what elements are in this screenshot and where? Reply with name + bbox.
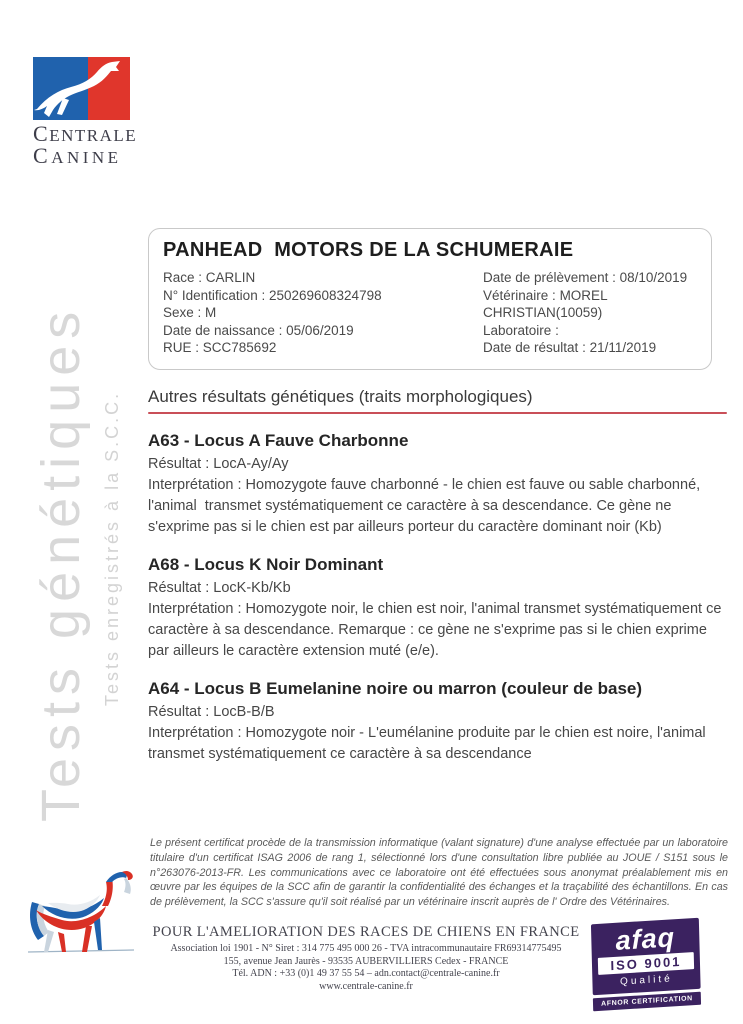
result-line: Résultat : LocB-B/B	[148, 703, 275, 720]
dog-identity-card	[148, 228, 712, 370]
afnor-certification-strip: AFNOR CERTIFICATION	[593, 992, 701, 1012]
interpretation-line: Interprétation : Homozygote noir, le chien est noir, l'animal transmet systématiquement ce caractère à sa descendance. Remarque : ce gène ne s'exprime pas si le chien exprime par ailleurs le caractère extension muté (e/e).	[148, 600, 726, 659]
locus-section-a64	[148, 679, 727, 765]
locus-title: A63 - Locus A Fauve Charbonne	[148, 430, 409, 450]
logo-wordmark	[33, 121, 143, 168]
naissance-field: Date de naissance : 05/06/2019	[163, 322, 354, 338]
result-value: LocA-Ay/Ay	[213, 455, 289, 472]
prelevement-field: Date de prélèvement : 08/10/2019	[483, 270, 688, 285]
centrale-canine-logo	[33, 57, 143, 168]
locus-title: A64 - Locus B Eumelanine noire ou marron (couleur de base)	[148, 678, 643, 698]
logo-mark	[33, 57, 130, 120]
veterinaire-field: Vétérinaire : MOREL CHRISTIAN(10059)	[483, 287, 611, 320]
results-section-title: Autres résultats génétiques (traits morphologiques)	[148, 386, 533, 406]
main-content	[148, 228, 727, 765]
legal-disclaimer: Le présent certificat procède de la transmission informatique (valant signature) d'une analyse effectuée par un laboratoire titulaire d'un certificat ISAG 2006 de rang 1, sélectionné lors d'une consultation libre publiée au JOUE / S151 sous le n°263076-2013-FR. Les communications avec ce laboratoire ont été effectuées sous anonymat préalablement mis en œuvre par les équipes de la SCC afin de garantir la confidentialité des échanges et la traçabilité des échantillons. En cas de prélèvement, la SCC s'assure qu'il soit réalisé par un vétérinaire inscrit auprès de l' Ordre des Vétérinaires.	[150, 837, 728, 909]
afaq-badge-main	[591, 918, 701, 996]
locus-section-a68	[148, 555, 727, 662]
side-title-tests-genetiques: Tests génétiques	[31, 304, 91, 822]
result-line: Résultat : LocA-Ay/Ay	[148, 455, 289, 472]
rue-field: RUE : SCC785692	[163, 340, 277, 355]
interpretation-text: Homozygote noir, le chien est noir, l'animal transmet systématiquement ce caractère à sa descendance. Remarque : ce gène ne s'exprime pas si le chien exprime par ailleurs le caractère extension muté (e/e).	[148, 600, 726, 659]
footer-org-title: POUR L'AMELIORATION DES RACES DE CHIENS EN FRANCE	[152, 924, 580, 940]
locus-title: A68 - Locus K Noir Dominant	[148, 554, 384, 574]
afaq-logo-text: afaq	[615, 922, 676, 956]
side-title-tests-enregistres: Tests enregistrés à la S.C.C.	[102, 390, 122, 706]
interpretation-line: Interprétation : Homozygote fauve charbonné - le chien est fauve ou sable charbonné, l'animal transmet systématiquement ce caractère à sa descendance. Ce gène ne s'exprime pas si le chien est par ailleurs porteur du caractère dominant noir (Kb)	[148, 476, 705, 535]
interpretation-text: Homozygote noir - L'eumélanine produite par le chien est noire, l'animal transmet systématiquement ce caractère à sa descendance	[148, 724, 710, 762]
afaq-quality-label: Qualité	[619, 973, 673, 988]
dog-name: PANHEAD MOTORS DE LA SCHUMERAIE	[163, 239, 574, 261]
sexe-field: Sexe : M	[163, 305, 217, 320]
result-value: LocK-Kb/Kb	[213, 579, 291, 596]
interpretation-text: Homozygote fauve charbonné - le chien est fauve ou sable charbonné, l'animal transmet systématiquement ce caractère à sa descendance. Ce gène ne s'exprime pas si le chien est par ailleurs porteur du caractère dominant noir (Kb)	[148, 476, 705, 535]
logo-wordmark-line1: CENTRALE	[33, 121, 138, 146]
logo-wordmark-line2: CANINE	[33, 143, 122, 168]
locus-section-a63	[148, 431, 727, 538]
footer-block	[150, 924, 582, 993]
resultat-field: Date de résultat : 21/11/2019	[483, 340, 657, 355]
footer-website: www.centrale-canine.fr	[319, 980, 413, 992]
result-value: LocB-B/B	[213, 703, 275, 720]
result-line: Résultat : LocK-Kb/Kb	[148, 579, 291, 596]
interpretation-line: Interprétation : Homozygote noir - L'eumélanine produite par le chien est noire, l'animal transmet systématiquement ce caractère à sa descendance	[148, 724, 710, 762]
identification-field: N° Identification : 250269608324798	[163, 287, 382, 303]
footer-association-line: Association loi 1901 - N° Siret : 314 775 495 000 26 - TVA intracommunautaire FR69314775495	[170, 943, 562, 954]
dog-info	[163, 269, 697, 357]
footer-contact-line: Tél. ADN : +33 (0)1 49 37 55 54 – adn.contact@centrale-canine.fr	[232, 968, 500, 979]
section-underline	[148, 412, 727, 414]
afaq-iso9001-badge	[591, 920, 701, 1010]
ribbon-dog-logo-icon	[22, 860, 144, 968]
dog-info-left-column	[163, 269, 483, 357]
footer-address-line: 155, avenue Jean Jaurès - 93535 AUBERVILLIERS Cedex - FRANCE	[223, 955, 509, 967]
laboratoire-field: Laboratoire :	[483, 322, 563, 338]
race-field: Race : CARLIN	[163, 270, 256, 285]
afaq-iso-label: ISO 9001	[598, 952, 694, 975]
dog-info-right-column	[483, 269, 697, 357]
